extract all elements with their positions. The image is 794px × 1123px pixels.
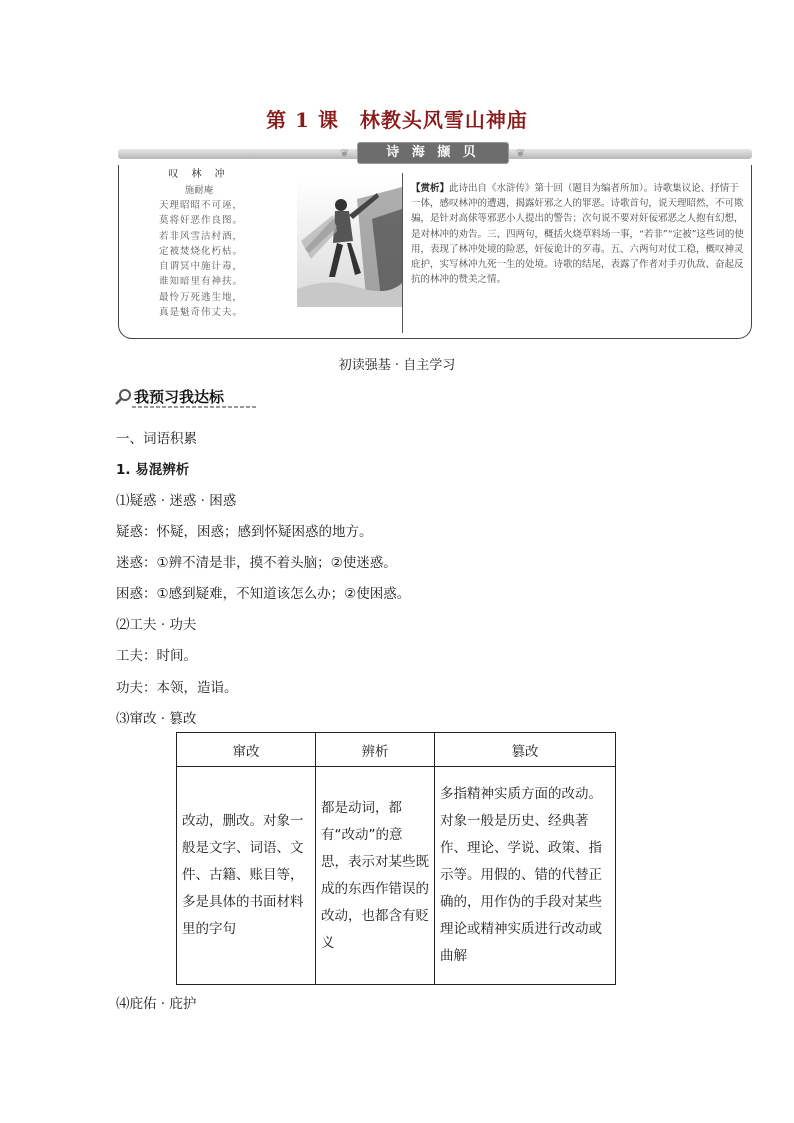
preview-label: 我预习我达标 (134, 388, 225, 406)
definition-gongfu-skill: 功夫：本领，造诣。 (116, 680, 238, 696)
poem-line: 最怜万死逃生地， (158, 291, 243, 303)
heading-word-accumulation: 一、词语积累 (116, 431, 197, 447)
poem-line: 真是魁奇伟丈夫。 (158, 307, 243, 319)
definition-yihuo: 疑惑：怀疑，困惑；感到怀疑困惑的地方。 (116, 524, 373, 540)
heading-easily-confused: 1. 易混辨析 (116, 462, 190, 478)
table-cell: 都是动词，都有“改动”的意思，表示对某些既成的东西作错误的改动，也都含有贬义 (316, 767, 435, 985)
group-4-heading: ⑷庇佑 · 庇护 (116, 996, 197, 1012)
table-header: 篡改 (435, 733, 616, 767)
poem-author: 施耐庵 (184, 185, 214, 196)
poem-box (118, 165, 752, 339)
poem-analysis (411, 181, 745, 287)
table-cell: 多指精神实质方面的改动。对象一般是历史、经典著作、理论、学说、政策、指示等。用假的、错的代替正确的，用作伪的手段对某些理论或精神实质进行改动或曲解 (435, 767, 616, 985)
preview-underline (132, 406, 256, 408)
lin-chong-illustration (297, 179, 402, 307)
banner-ornament-icon: ❦ (340, 147, 350, 160)
poem-title: 叹 林 冲 (168, 169, 230, 180)
definition-kunhuo: 困惑：①感到疑难，不知道该怎么办；②使困惑。 (116, 586, 411, 602)
banner-label: 诗 海 撷 贝 (358, 143, 508, 163)
table-header: 辨析 (316, 733, 435, 767)
poem-line: 谁知暗里有神扶。 (158, 276, 243, 288)
analysis-tag: 【赏析】 (411, 183, 450, 194)
table-header-row (177, 733, 616, 767)
table-header: 窜改 (177, 733, 316, 767)
poem-line: 天理昭昭不可诬， (158, 200, 243, 211)
section-banner (118, 143, 752, 165)
poem-divider (402, 173, 403, 333)
table-cell: 改动，删改。对象一般是文字、词语、文件、古籍、账目等，多是具体的书面材料里的字句 (177, 767, 316, 985)
definition-gongfu-time: 工夫：时间。 (116, 648, 197, 664)
banner-ornament-icon: ❦ (516, 147, 526, 160)
group-3-heading: ⑶窜改 · 篡改 (116, 711, 197, 727)
analysis-text: 此诗出自《水浒传》第十回（题目为编者所加）。诗歌集议论、抒情于一体，感叹林冲的遭遇，揭露奸邪之人的罪恶。诗歌首句，说天理昭然，不可欺骗，是针对高俅等邪恶小人提出的警告；次句说不要对奸佞邪恶之人抱有幻想，是对林冲的劝告。三、四两句，概括火烧草料场一事，“若非”“定被”这些词的使用，表现了林冲处境的险恶，奸佞诡计的歹毒。五、六两句对仗工稳，概叹神灵庇护，实写林冲九死一生的处境。诗歌的结尾，表露了作者对手刃仇敌、奋起反抗的林冲的赞美之情。 (411, 183, 744, 286)
poem-lines (141, 198, 261, 320)
group-2-heading: ⑵工夫 · 功夫 (116, 617, 197, 633)
poem-line: 自谓冥中施计毒， (158, 261, 243, 273)
poem-line: 定被焚烧化朽枯。 (158, 245, 243, 257)
section-subtitle: 初读强基 · 自主学习 (338, 358, 456, 373)
definition-mihuo: 迷惑：①辨不清是非，摸不着头脑；②使迷惑。 (116, 555, 397, 571)
table-row (177, 767, 616, 985)
group-1-heading: ⑴疑惑 · 迷惑 · 困惑 (116, 493, 237, 509)
poem-line: 若非风雪沽村酒， (158, 230, 243, 242)
magnifier-icon (114, 388, 132, 406)
poem-line: 莫将奸恶作良图。 (158, 215, 243, 227)
comparison-table (176, 732, 616, 985)
lesson-title: 第 1 课 林教头风雪山神庙 (266, 108, 528, 132)
